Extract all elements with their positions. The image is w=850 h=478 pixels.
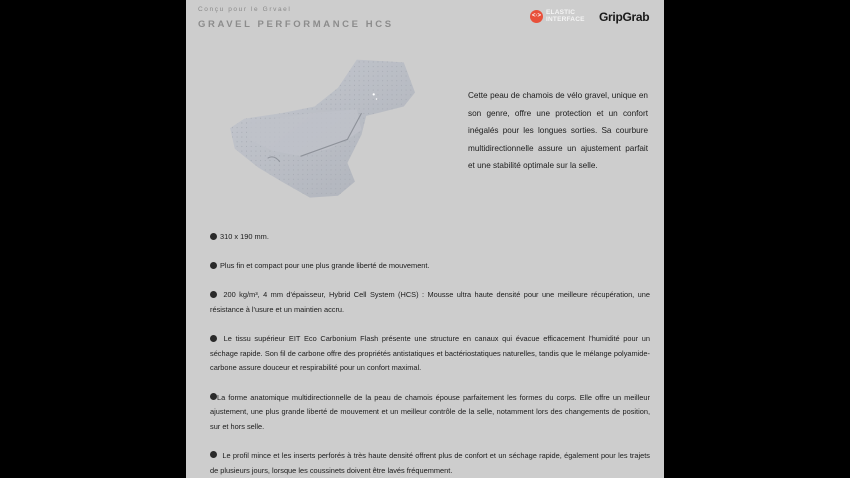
- feature-item: Le tissu supérieur EIT Eco Carbonium Flash présente une structure en canaux qui évacue efficacement l'humidité pour un séchage rapide. Son fil de carbone offre des propriétés antistatiques et bactériostatiques naturelles, tandis que le mélange polyamide-carbone assure douceur et respirabilité pour un confort maximal.: [210, 334, 650, 373]
- bullet-icon: [210, 262, 217, 269]
- bullet-icon: [210, 291, 217, 298]
- bullet-icon: [210, 393, 217, 400]
- product-panel: [186, 0, 664, 478]
- feature-item: La forme anatomique multidirectionnelle de la peau de chamois épouse parfaitement les formes du corps. Elle offre un meilleur ajustement, une plus grande liberté de mouvement et un meilleur contrôle de la selle, notamment lors des changements de position, sur et hors selle.: [210, 392, 650, 431]
- bullet-icon: [210, 451, 217, 458]
- chamois-pad-image: [216, 45, 446, 215]
- feature-item: Plus fin et compact pour une plus grande liberté de mouvement.: [210, 259, 650, 274]
- elastic-interface-logo: [530, 10, 585, 23]
- code-brackets-icon: <·>: [530, 10, 543, 23]
- page-title: GRAVEL PERFORMANCE HCS: [198, 19, 394, 30]
- page-subtitle: Conçu pour le Grvael: [198, 6, 292, 13]
- elastic-interface-label: ELASTIC INTERFACE: [546, 9, 585, 23]
- feature-item: 200 kg/m³, 4 mm d'épaisseur, Hybrid Cell System (HCS) : Mousse ultra haute densité pour une meilleure récupération, une résistance à l'usure et un maintien accru.: [210, 290, 650, 314]
- intro-paragraph: Cette peau de chamois de vélo gravel, unique en son genre, offre une protection et un confort inégalés pour les longues sorties. Sa courbure multidirectionnelle assure un ajustement parfait et une stabilité optimale sur la selle.: [468, 91, 648, 171]
- gripgrab-logo: GripGrab: [599, 10, 650, 24]
- feature-item: Le profil mince et les inserts perforés à très haute densité offrent plus de confort et un séchage rapide, également pour les trajets de plusieurs jours, lorsque les coussinets doivent être lavés fréquemment.: [210, 450, 650, 475]
- bullet-icon: [210, 233, 217, 240]
- bullet-icon: [210, 335, 217, 342]
- feature-item: 310 x 190 mm.: [210, 230, 650, 245]
- feature-list: [210, 230, 650, 478]
